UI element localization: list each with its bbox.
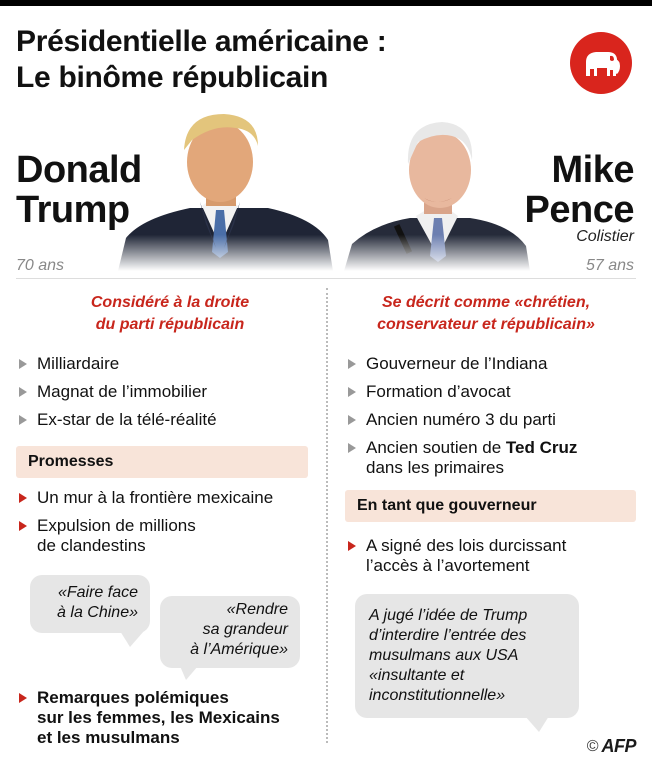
top-bar xyxy=(0,0,652,6)
trump-description-line-1: Considéré à la droite xyxy=(90,294,250,311)
list-item: Ancien numéro 3 du parti xyxy=(345,410,577,430)
list-item: Milliardaire xyxy=(16,354,217,374)
remarks-line-2: sur les femmes, les Mexicains xyxy=(37,708,280,727)
elephant-icon xyxy=(570,32,632,94)
list-item xyxy=(16,516,273,556)
pence-role: Colistier xyxy=(576,228,634,245)
governor-header: En tant que gouverneur xyxy=(345,490,636,522)
quote-line: à la Chine» xyxy=(57,604,138,621)
promise-line-1: Expulsion de millions xyxy=(37,516,196,535)
quote-line: «insultante et xyxy=(369,667,465,684)
title-line-1: Présidentielle américaine : xyxy=(16,25,387,58)
trump-facts-list xyxy=(16,354,217,438)
pence-quote-bubble xyxy=(355,594,579,718)
list-item xyxy=(16,688,280,748)
pence-name xyxy=(525,150,634,230)
quote-line: sa grandeur xyxy=(202,621,288,638)
quote-line: «Rendre xyxy=(226,601,288,618)
remarks-line-3: et les musulmans xyxy=(37,728,180,747)
trump-first-name: Donald xyxy=(16,149,142,191)
copyright-symbol: © xyxy=(586,737,599,755)
promises-header: Promesses xyxy=(16,446,308,478)
quote-line: A jugé l’idée de Trump xyxy=(369,607,528,624)
pence-portrait xyxy=(340,106,530,271)
quote-bubble xyxy=(160,596,300,668)
governor-line-1: A signé des lois durcissant xyxy=(366,536,567,555)
remarks-line-1: Remarques polémiques xyxy=(37,688,229,707)
fact-highlight: Ted Cruz xyxy=(505,438,578,457)
list-item: Ex-star de la télé-réalité xyxy=(16,410,217,430)
pence-description-line-1: Se décrit comme «chrétien, xyxy=(381,294,591,311)
trump-portrait xyxy=(118,106,333,271)
list-item: Magnat de l’immobilier xyxy=(16,382,217,402)
list-item xyxy=(345,438,577,478)
promises-list xyxy=(16,488,273,564)
page-title xyxy=(16,24,386,96)
horizontal-divider xyxy=(16,278,636,279)
credit xyxy=(587,736,636,757)
pence-first-name: Mike xyxy=(551,149,634,191)
fact-prefix: Ancien soutien de xyxy=(366,438,506,457)
quote-line: d’interdire l’entrée des xyxy=(369,627,527,644)
fact-line-2: dans les primaires xyxy=(366,458,504,477)
quote-bubble xyxy=(30,575,150,633)
trump-age: 70 ans xyxy=(16,257,65,274)
list-item: Gouverneur de l’Indiana xyxy=(345,354,577,374)
list-item: Un mur à la frontière mexicaine xyxy=(16,488,273,508)
pence-facts-list xyxy=(345,354,577,486)
title-line-2: Le binôme républicain xyxy=(16,61,329,94)
governor-list xyxy=(345,536,566,584)
list-item xyxy=(345,536,566,576)
remarks-list xyxy=(16,688,280,756)
pence-description-line-2: conservateur et républicain» xyxy=(377,316,595,333)
trump-last-name: Trump xyxy=(16,189,130,231)
trump-description xyxy=(20,292,320,336)
quote-line: inconstitutionnelle» xyxy=(369,687,506,704)
quote-line: «Faire face xyxy=(57,584,138,601)
pence-last-name: Pence xyxy=(524,189,634,231)
trump-name xyxy=(16,150,142,230)
pence-description xyxy=(336,292,636,336)
pence-age: 57 ans xyxy=(585,257,634,274)
column-divider xyxy=(326,288,328,743)
trump-description-line-2: du parti républicain xyxy=(95,316,245,333)
promise-line-2: de clandestins xyxy=(37,536,146,555)
governor-line-2: l’accès à l’avortement xyxy=(366,556,530,575)
afp-logo: AFP xyxy=(601,736,636,756)
quote-line: à l’Amérique» xyxy=(190,641,288,658)
quote-line: musulmans aux USA xyxy=(369,647,519,664)
list-item: Formation d’avocat xyxy=(345,382,577,402)
